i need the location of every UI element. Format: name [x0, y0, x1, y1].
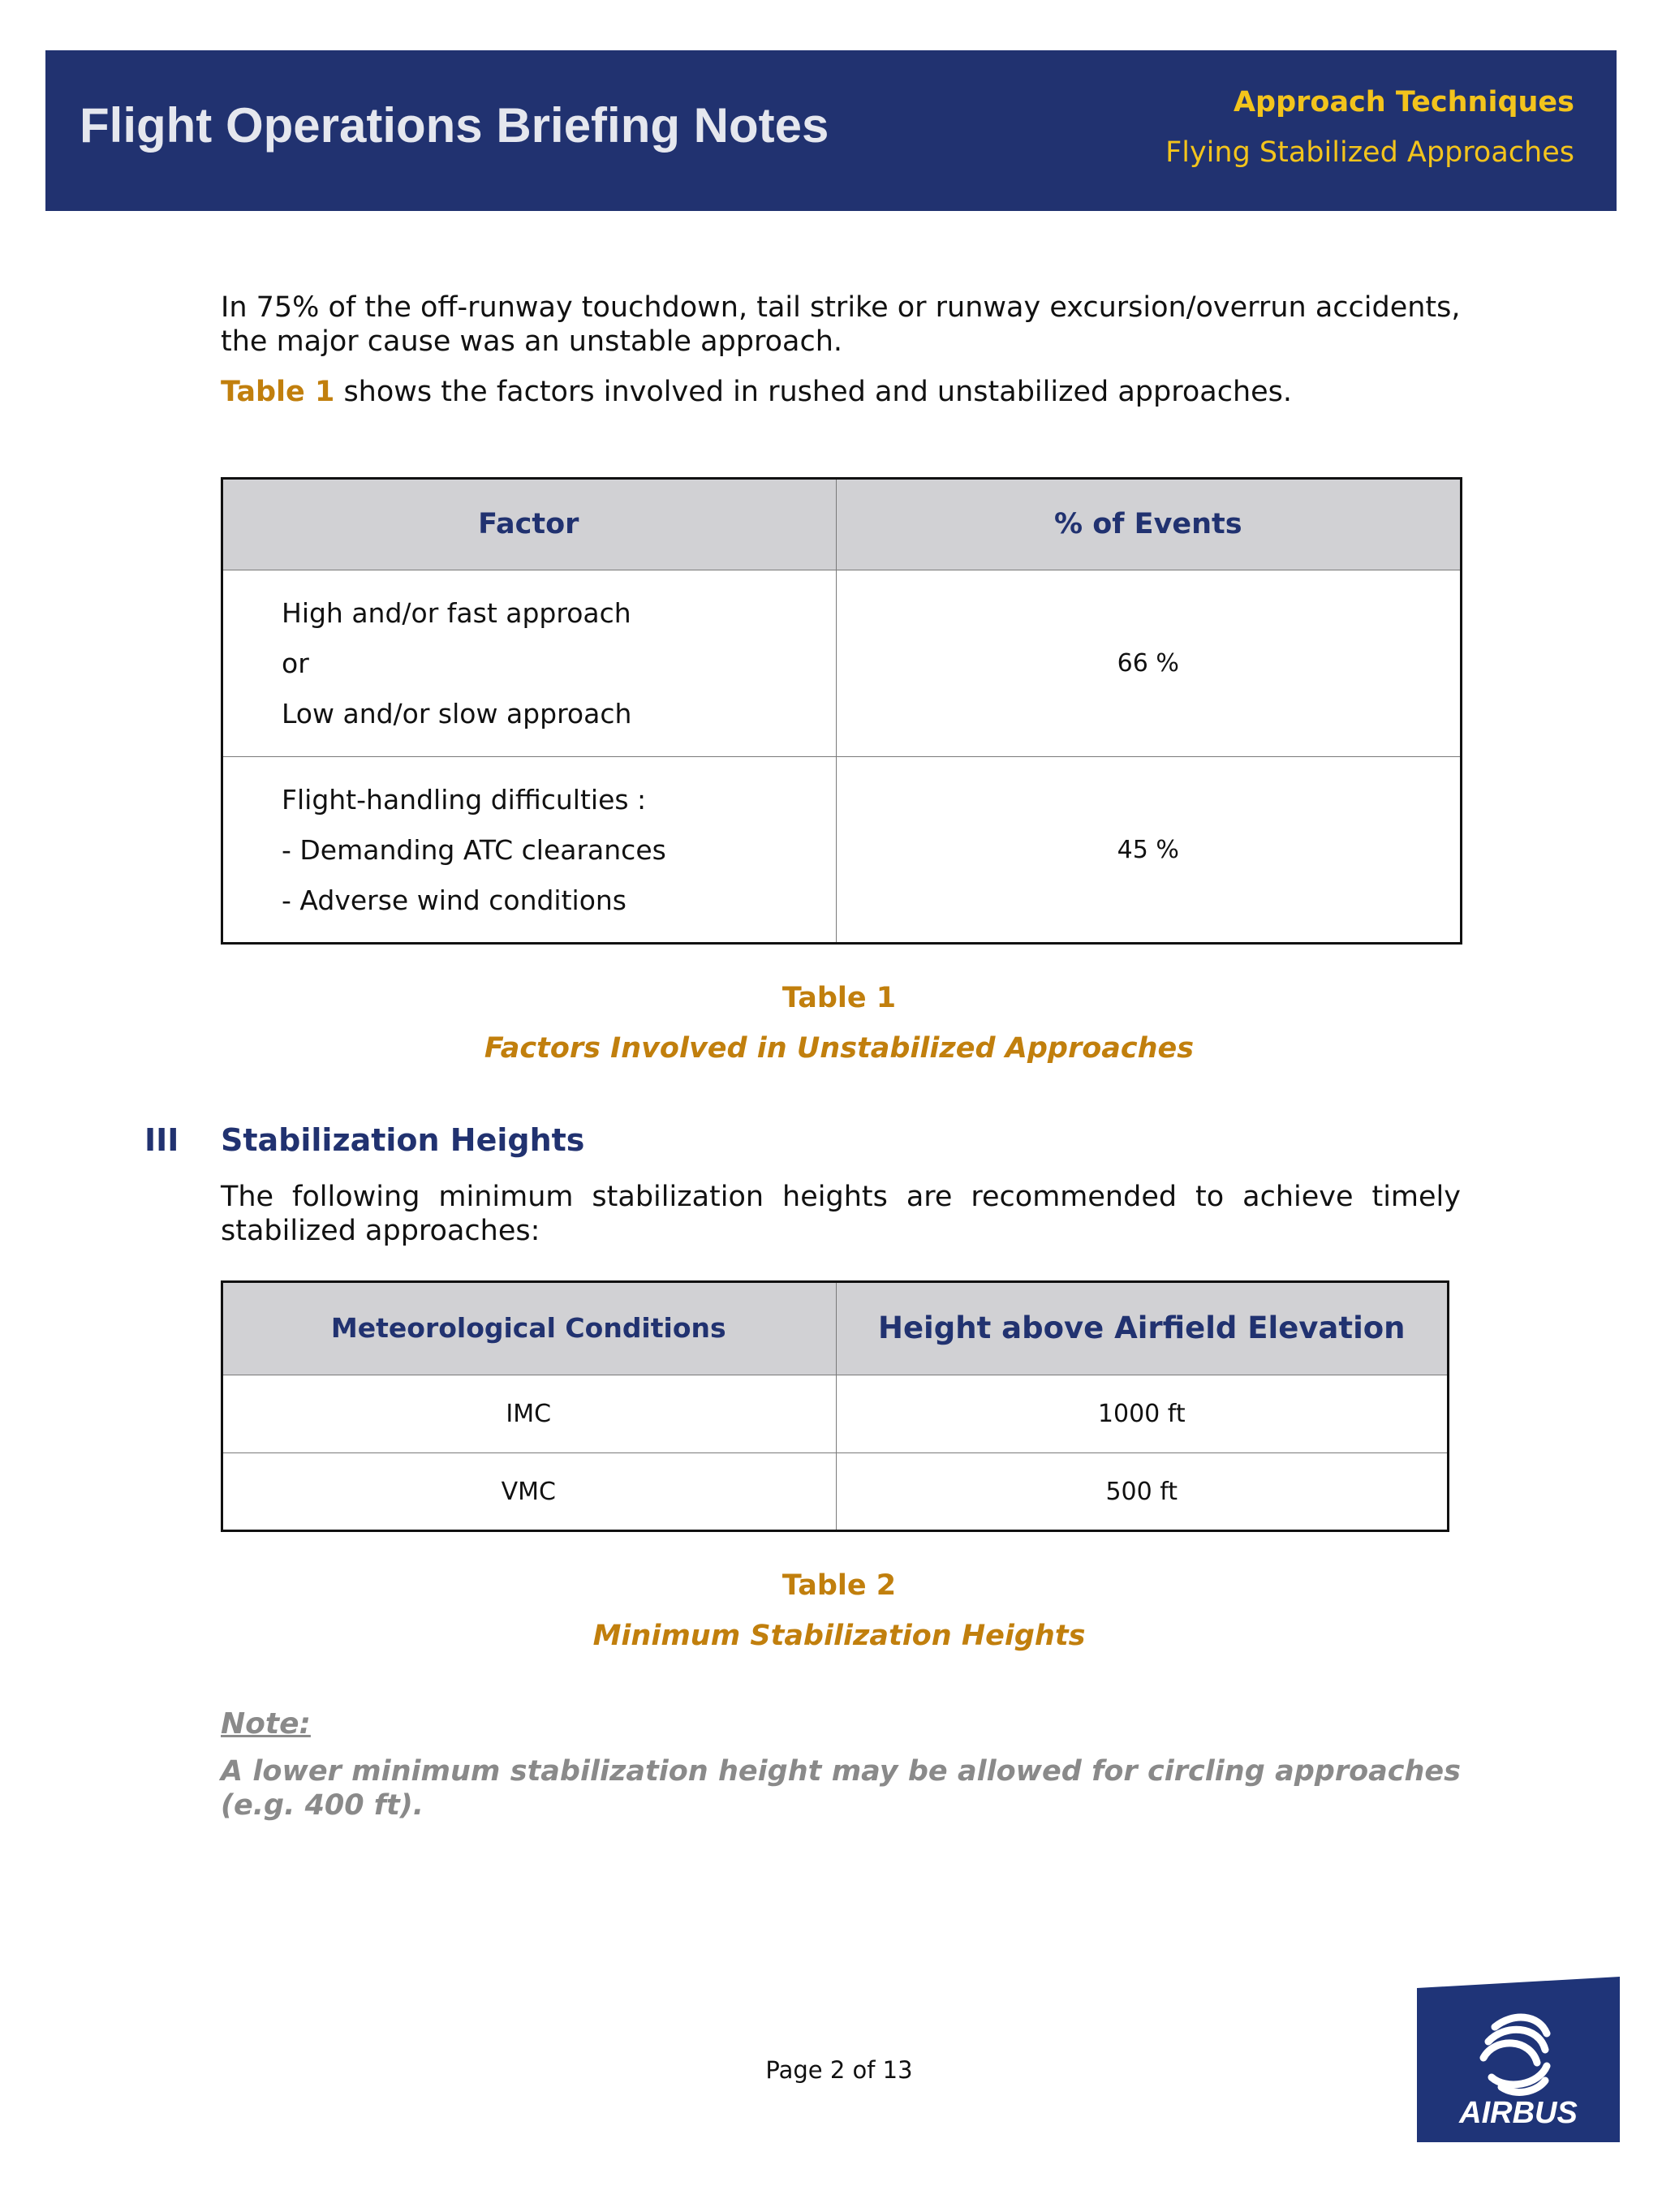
document-title: Flight Operations Briefing Notes	[80, 98, 829, 153]
table-reference-text: shows the factors involved in rushed and unstabilized approaches.	[334, 376, 1293, 408]
column-header-factor: Factor	[222, 478, 837, 570]
table-header-row	[222, 478, 1461, 570]
column-header-conditions: Meteorological Conditions	[222, 1281, 837, 1375]
stabilization-heights-table	[221, 1280, 1448, 1531]
percent-cell: 66 %	[836, 570, 1460, 757]
conditions-cell: VMC	[222, 1453, 837, 1531]
table-reference-line	[221, 375, 1461, 409]
section-number: III	[144, 1122, 179, 1158]
intro-line-2: the major cause was an unstable approach.	[221, 325, 843, 358]
note-text: A lower minimum stabilization height may be allowed for circling approaches (e.g. 400 ft).	[221, 1755, 1461, 1822]
table-row	[222, 1453, 1448, 1531]
table-2-caption-subtitle: Minimum Stabilization Heights	[592, 1620, 1086, 1652]
factor-line: Low and/or slow approach	[282, 697, 632, 729]
factors-table	[221, 477, 1461, 944]
section-title: Approach Techniques	[1233, 86, 1574, 118]
conditions-cell: IMC	[222, 1375, 837, 1453]
table-row	[222, 1375, 1448, 1453]
airbus-logo	[1417, 1977, 1620, 2142]
logo-text: AIRBUS	[1459, 2096, 1578, 2130]
factor-line: - Demanding ATC clearances	[282, 833, 666, 866]
header-banner	[45, 50, 1617, 211]
factor-line: or	[282, 647, 309, 679]
table-header-row	[222, 1281, 1448, 1375]
table-1-caption-subtitle: Factors Involved in Unstabilized Approaches	[484, 1032, 1195, 1065]
factor-cell	[222, 757, 837, 944]
table-2-caption-title: Table 2	[781, 1569, 897, 1602]
subsection-title: Flying Stabilized Approaches	[1165, 136, 1574, 169]
airbus-logo-mark	[1417, 1977, 1620, 2142]
column-header-events: % of Events	[836, 478, 1460, 570]
table-1-caption-title: Table 1	[781, 982, 897, 1014]
note-label: Note:	[221, 1707, 311, 1741]
factor-line: Flight-handling difficulties :	[282, 783, 647, 816]
section-paragraph: The following minimum stabilization heights are recommended to achieve timely stabilized approaches:	[221, 1181, 1461, 1247]
factor-cell	[222, 570, 837, 757]
intro-line-1: In 75% of the off-runway touchdown, tail strike or runway excursion/overrun accidents,	[221, 291, 1461, 324]
table-row	[222, 757, 1461, 944]
section-heading: Stabilization Heights	[221, 1122, 585, 1158]
table-row	[222, 570, 1461, 757]
table-1-link[interactable]: Table 1	[221, 376, 335, 408]
factor-line: - Adverse wind conditions	[282, 884, 627, 916]
intro-paragraph	[221, 290, 1461, 359]
page-number: Page 2 of 13	[765, 2056, 913, 2084]
factor-line: High and/or fast approach	[282, 596, 631, 629]
height-cell: 500 ft	[836, 1453, 1447, 1531]
height-cell: 1000 ft	[836, 1375, 1447, 1453]
column-header-height: Height above Airfield Elevation	[836, 1281, 1447, 1375]
percent-cell: 45 %	[836, 757, 1460, 944]
